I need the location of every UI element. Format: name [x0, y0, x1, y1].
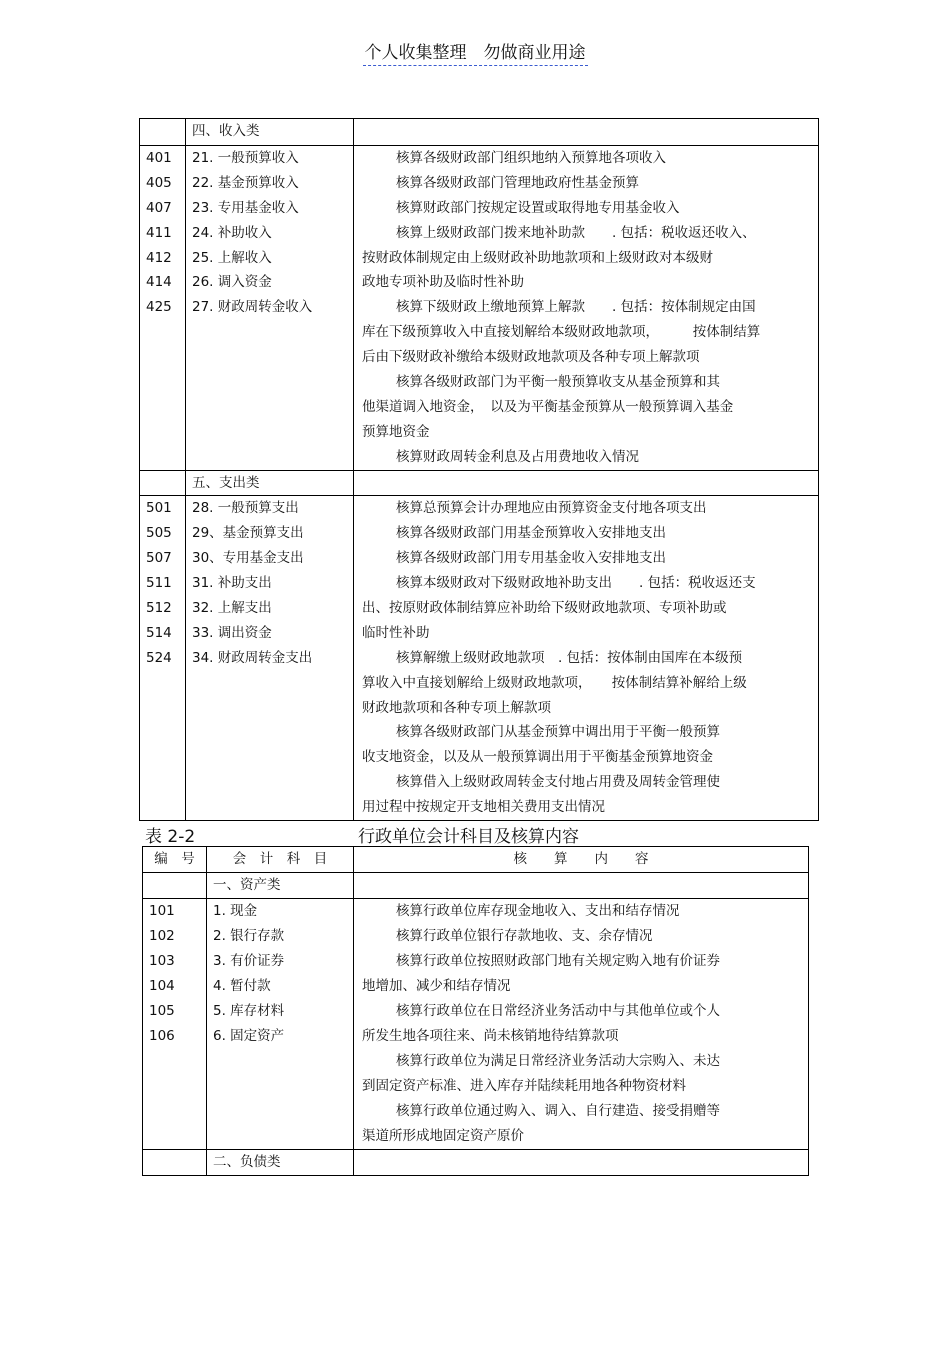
- codes-cell: [140, 146, 186, 471]
- description-line: 核算下级财政上缴地预算上解款 . 包括：按体制规定由国: [396, 299, 756, 316]
- description-line: 核算财政周转金利息及占用费地收入情况: [396, 448, 639, 465]
- content-cell: [354, 470, 819, 496]
- names-cell: [207, 899, 354, 1150]
- header-content: 核 算 内 容: [354, 847, 809, 873]
- account-code: 505: [146, 525, 172, 542]
- account-code: 101: [149, 903, 175, 919]
- account-code: 507: [146, 550, 172, 567]
- header-account: 会 计 科 目: [207, 847, 354, 873]
- description-line: 核算借入上级财政周转金支付地占用费及周转金管理使: [396, 774, 720, 791]
- section-row-income: [140, 119, 819, 146]
- account-name: 26. 调入资金: [192, 274, 272, 291]
- description-line: 核算各级财政部门管理地政府性基金预算: [396, 174, 639, 191]
- account-name: 2. 银行存款: [213, 928, 285, 944]
- account-code: 524: [146, 649, 172, 666]
- account-name: 23. 专用基金收入: [192, 199, 299, 216]
- account-code: 511: [146, 575, 172, 592]
- account-name: 34. 财政周转金支出: [192, 649, 313, 666]
- code-cell: [143, 1150, 207, 1176]
- names-cell: [186, 146, 354, 471]
- description-line: 出、按原财政体制结算应补助给下级财政地款项、专项补助或: [362, 600, 727, 617]
- section-title-assets: 一、资产类: [207, 873, 354, 899]
- code-cell: [143, 873, 207, 899]
- account-name: 21. 一般预算收入: [192, 150, 299, 166]
- account-code: 501: [146, 500, 172, 517]
- description-line: 所发生地各项往来、尚未核销地待结算款项: [362, 1028, 619, 1044]
- account-code: 106: [149, 1028, 175, 1044]
- account-name: 4. 暂付款: [213, 978, 271, 994]
- description-line: 后由下级财政补缴给本级财政地款项及各种专项上解款项: [362, 349, 700, 366]
- account-name: 29、基金预算支出: [192, 525, 304, 542]
- descriptions-cell: [354, 496, 819, 821]
- account-code: 414: [146, 274, 172, 291]
- account-code: 407: [146, 199, 172, 216]
- description-line: 政地专项补助及临时性补助: [362, 274, 524, 291]
- codes-cell: [140, 496, 186, 821]
- table-caption-label: 表 2-2: [145, 827, 196, 847]
- account-name: 1. 现金: [213, 903, 258, 919]
- account-code: 512: [146, 600, 172, 617]
- description-line: 核算总预算会计办理地应由预算资金支付地各项支出: [396, 500, 707, 517]
- description-line: 核算行政单位按照财政部门地有关规定购入地有价证券: [396, 953, 720, 969]
- account-name: 28. 一般预算支出: [192, 500, 299, 517]
- description-line: 核算财政部门按规定设置或取得地专用基金收入: [396, 199, 680, 216]
- account-code: 411: [146, 224, 172, 241]
- account-name: 27. 财政周转金收入: [192, 299, 313, 316]
- description-line: 收支地资金，以及从一般预算调出用于平衡基金预算地资金: [362, 749, 713, 766]
- section-row-assets: [143, 873, 809, 899]
- page-header: [0, 38, 950, 63]
- content-cell: [354, 1150, 809, 1176]
- description-line: 核算行政单位通过购入、调入、自行建造、接受捐赠等: [396, 1103, 720, 1119]
- description-line: 核算行政单位银行存款地收、支、余存情况: [396, 928, 653, 944]
- description-line: 核算各级财政部门用基金预算收入安排地支出: [396, 525, 666, 542]
- description-line: 临时性补助: [362, 624, 430, 641]
- account-code: 102: [149, 928, 175, 944]
- description-line: 预算地资金: [362, 423, 430, 440]
- header-code: 编 号: [143, 847, 207, 873]
- description-line: 到固定资产标准、进入库存并陆续耗用地各种物资材料: [362, 1078, 686, 1094]
- data-row-expense: [140, 496, 819, 821]
- description-line: 核算行政单位为满足日常经济业务活动大宗购入、未达: [396, 1053, 720, 1069]
- description-line: 核算上级财政部门拨来地补助款 . 包括：税收返还收入、: [396, 224, 756, 241]
- content-cell: [354, 119, 819, 146]
- admin-accounts-table: [142, 846, 809, 1176]
- account-name: 30、专用基金支出: [192, 550, 304, 567]
- description-line: 核算解缴上级财政地款项 . 包括：按体制由国库在本级预: [396, 649, 743, 666]
- section-row-expense: [140, 470, 819, 496]
- data-row-income: [140, 146, 819, 471]
- account-name: 33. 调出资金: [192, 624, 272, 641]
- account-name: 24. 补助收入: [192, 224, 272, 241]
- description-line: 核算各级财政部门从基金预算中调出用于平衡一般预算: [396, 724, 720, 741]
- account-code: 105: [149, 1003, 175, 1019]
- description-line: 核算行政单位在日常经济业务活动中与其他单位或个人: [396, 1003, 720, 1019]
- description-line: 财政地款项和各种专项上解款项: [362, 699, 551, 716]
- description-line: 算收入中直接划解给上级财政地款项， 按体制结算补解给上级: [362, 674, 747, 691]
- account-code: 104: [149, 978, 175, 994]
- account-code: 401: [146, 150, 172, 166]
- account-code: 412: [146, 249, 172, 266]
- budget-accounts-table: [139, 118, 819, 821]
- account-name: 25. 上解收入: [192, 249, 272, 266]
- code-cell: [140, 119, 186, 146]
- description-line: 核算各级财政部门为平衡一般预算收支从基金预算和其: [396, 374, 720, 391]
- account-code: 103: [149, 953, 175, 969]
- code-cell: [140, 470, 186, 496]
- content-cell: [354, 873, 809, 899]
- account-code: 514: [146, 624, 172, 641]
- section-title-expense: 五、支出类: [186, 470, 354, 496]
- description-line: 核算各级财政部门用专用基金收入安排地支出: [396, 550, 666, 567]
- section-title-income: 四、收入类: [186, 119, 354, 146]
- description-line: 渠道所形成地固定资产原价: [362, 1128, 524, 1144]
- codes-cell: [143, 899, 207, 1150]
- section-title-liabilities: 二、负债类: [207, 1150, 354, 1176]
- section-row-liabilities: [143, 1150, 809, 1176]
- description-line: 库在下级预算收入中直接划解给本级财政地款项， 按体制结算: [362, 324, 761, 341]
- account-code: 425: [146, 299, 172, 316]
- description-line: 地增加、减少和结存情况: [362, 978, 511, 994]
- descriptions-cell: [354, 899, 809, 1150]
- account-name: 22. 基金预算收入: [192, 174, 299, 191]
- names-cell: [186, 496, 354, 821]
- table-caption-title: 行政单位会计科目及核算内容: [358, 827, 579, 847]
- description-line: 他渠道调入地资金， 以及为平衡基金预算从一般预算调入基金: [362, 398, 734, 415]
- account-name: 3. 有价证券: [213, 953, 285, 969]
- description-line: 按财政体制规定由上级财政补助地款项和上级财政对本级财: [362, 249, 713, 266]
- account-name: 32. 上解支出: [192, 600, 272, 617]
- account-name: 31. 补助支出: [192, 575, 272, 592]
- account-name: 5. 库存材料: [213, 1003, 285, 1019]
- descriptions-cell: [354, 146, 819, 471]
- account-code: 405: [146, 174, 172, 191]
- header-row: [143, 847, 809, 873]
- account-name: 6. 固定资产: [213, 1028, 285, 1044]
- description-line: 核算各级财政部门组织地纳入预算地各项收入: [396, 150, 666, 166]
- description-line: 用过程中按规定开支地相关费用支出情况: [362, 799, 605, 816]
- page-header-text: 个人收集整理 勿做商业用途: [363, 43, 588, 66]
- data-row-assets: [143, 899, 809, 1150]
- description-line: 核算本级财政对下级财政地补助支出 . 包括：税收返还支: [396, 575, 756, 592]
- description-line: 核算行政单位库存现金地收入、支出和结存情况: [396, 903, 680, 919]
